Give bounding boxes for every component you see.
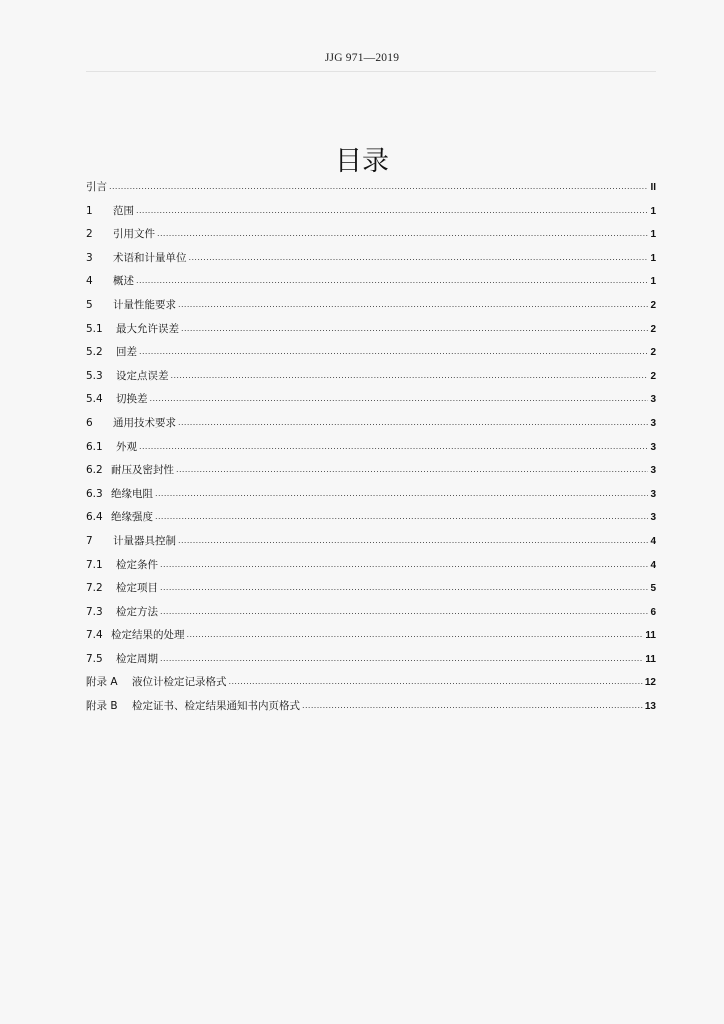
toc-entry-page: 5 [650,583,656,595]
toc-entry-page: 4 [650,559,656,571]
toc-entry-5-2[interactable] [86,341,656,365]
toc-leader-dots [150,387,649,411]
toc-entry-title: 检定条件 [116,558,158,571]
toc-entry-5[interactable] [86,294,656,318]
toc-entry-number: 7 [86,534,93,547]
toc-leader-dots [139,435,648,459]
toc-entry-number: 5 [86,298,93,311]
toc-entry-title: 计量性能要求 [113,298,176,311]
toc-entry-number: 6.1 [86,440,103,453]
toc-entry-number: 6.2 [86,464,103,477]
toc-entry-5-1[interactable] [86,318,656,342]
toc-leader-dots [187,623,644,647]
toc-entry-page: 2 [650,370,656,382]
toc-entry-title: 检定方法 [116,605,158,618]
toc-entry-title: 绝缘强度 [111,511,153,524]
toc-entry-number: 2 [86,228,93,241]
toc-entry-title: 引言 [86,181,107,193]
toc-entry-page: 3 [650,441,656,453]
toc-entry-title: 概述 [113,275,134,288]
toc-entry-5-3[interactable] [86,365,656,389]
toc-entry-number: 5.3 [86,369,103,382]
toc-entry-1[interactable] [86,200,656,224]
toc-entry-3[interactable] [86,247,656,271]
table-of-contents [86,176,656,719]
toc-entry-number: 5.4 [86,393,103,406]
toc-entry-title: 外观 [116,440,137,453]
toc-entry-number: 6 [86,416,93,429]
toc-entry-7[interactable] [86,530,656,554]
toc-entry-title: 术语和计量单位 [113,251,187,264]
toc-entry-2[interactable] [86,223,656,247]
toc-entry-number: 7.4 [86,629,103,642]
toc-entry-6-4[interactable] [86,506,656,530]
toc-entry-4[interactable] [86,270,656,294]
toc-entry-7-1[interactable] [86,554,656,578]
toc-entry-page: 1 [650,229,656,241]
toc-entry-page: 1 [650,205,656,217]
toc-leader-dots [178,411,648,435]
toc-entry-6-1[interactable] [86,436,656,460]
toc-entry-page: 3 [650,488,656,500]
toc-entry-title: 切换差 [116,393,148,406]
toc-leader-dots [176,458,648,482]
toc-leader-dots [136,199,648,223]
toc-entry-number: 5.2 [86,346,103,359]
toc-entry-6-3[interactable] [86,483,656,507]
toc-entry-number: 3 [86,251,93,264]
toc-leader-dots [139,340,648,364]
toc-entry-7-4[interactable] [86,624,656,648]
toc-entry-number: 5.1 [86,322,103,335]
toc-entry-page: 3 [650,394,656,406]
toc-entry-page: 2 [650,323,656,335]
toc-entry-title: 设定点误差 [116,369,169,382]
toc-entry-page: 1 [650,252,656,264]
toc-entry-number: 附录 A [86,676,118,689]
toc-entry-title: 检定结果的处理 [111,629,185,642]
toc-entry-number: 6.4 [86,511,103,524]
toc-entry-page: 6 [650,606,656,618]
toc-entry-7-5[interactable] [86,648,656,672]
toc-entry-title: 液位计检定记录格式 [132,676,227,689]
toc-entry-6-2[interactable] [86,459,656,483]
toc-leader-dots [155,505,648,529]
toc-entry-7-3[interactable] [86,601,656,625]
toc-entry-number: 7.5 [86,652,103,665]
toc-entry-title: 检定证书、检定结果通知书内页格式 [132,700,300,713]
toc-leader-dots [160,553,648,577]
toc-entry-title: 范围 [113,204,134,217]
toc-entry-title: 检定项目 [116,582,158,595]
toc-entry-number: 7.2 [86,582,103,595]
toc-entry-7-2[interactable] [86,577,656,601]
toc-entry-page: 12 [644,677,656,689]
header-divider [86,71,656,72]
toc-entry-number: 4 [86,275,93,288]
toc-entry-page: II [650,182,656,193]
toc-entry-appendix-a[interactable] [86,671,656,695]
toc-entry-page: 3 [650,512,656,524]
toc-entry-title: 检定周期 [116,652,158,665]
toc-leader-dots [178,293,648,317]
toc-leader-dots [155,482,648,506]
toc-entry-title: 耐压及密封性 [111,464,174,477]
toc-leader-dots [181,317,648,341]
toc-leader-dots [157,222,648,246]
toc-entry-page: 13 [644,701,656,713]
toc-entry-number: 7.3 [86,605,103,618]
toc-leader-dots [160,600,648,624]
toc-entry-number: 7.1 [86,558,103,571]
toc-entry-page: 2 [650,299,656,311]
toc-entry-title: 计量器具控制 [113,534,176,547]
toc-leader-dots [171,364,649,388]
toc-entry-page: 1 [650,276,656,288]
toc-leader-dots [136,269,648,293]
toc-entry-6[interactable] [86,412,656,436]
document-code-header: JJG 971—2019 [324,52,400,64]
toc-leader-dots [160,576,648,600]
toc-leader-dots [229,670,643,694]
toc-entry-page: 4 [650,535,656,547]
toc-leader-dots [189,246,649,270]
toc-entry-number: 1 [86,204,93,217]
toc-entry-title: 最大允许误差 [116,322,179,335]
toc-entry-title: 通用技术要求 [113,416,176,429]
toc-entry-page: 11 [645,630,656,642]
toc-entry-number: 附录 B [86,700,118,713]
toc-entry-number: 6.3 [86,487,103,500]
toc-leader-dots [109,175,648,199]
toc-entry-foreword[interactable] [86,176,656,200]
toc-entry-page: 2 [650,347,656,359]
toc-entry-title: 绝缘电阻 [111,487,153,500]
toc-entry-page: 11 [645,653,656,665]
page-title: 目录 [335,146,389,177]
toc-entry-title: 引用文件 [113,228,155,241]
toc-entry-page: 3 [650,417,656,429]
toc-entry-page: 3 [650,465,656,477]
toc-entry-title: 回差 [116,346,137,359]
toc-leader-dots [178,529,648,553]
toc-leader-dots [302,694,643,718]
toc-entry-5-4[interactable] [86,388,656,412]
toc-leader-dots [160,647,643,671]
toc-entry-appendix-b[interactable] [86,695,656,719]
